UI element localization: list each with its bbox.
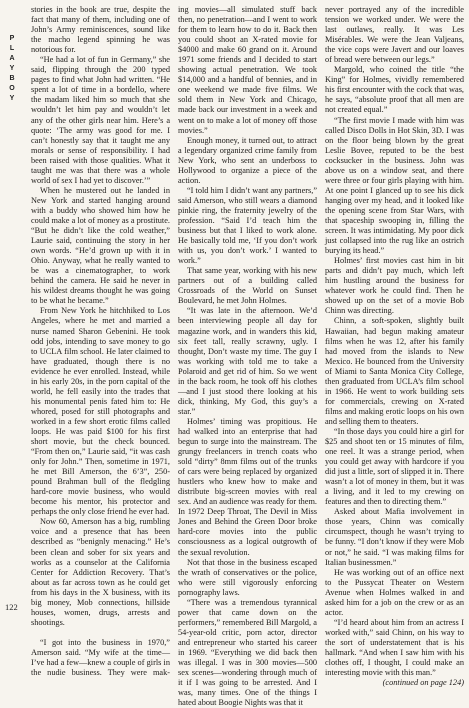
paragraph: Holmes’ first movies cast him in bit parts and didn’t pay much, which left him hustling around the business for whatever work he could find. Then he showed up on the set of a movie Bob Chinn was directing.: [325, 256, 464, 316]
masthead-letter: P: [9, 35, 15, 42]
masthead-letter: O: [9, 85, 15, 92]
paragraph: stories in the book are true, despite the fact that many of them, including one of John’s Army reminiscences, sound like the macho legend spinning he was notorious for.: [31, 5, 170, 55]
paragraph: “The first movie I made with him was called Disco Dolls in Hot Skin, 3D. I was on the floor being blown by the great Leslie Bovee, reputed to be the best cocksucker in the business. John was above us on a window seat, and there were three or four girls playing with him. At one point I glanced up to see his dick hanging over my head, and it looked like the opening scene from Star Wars, with that spaceship swooping in, filling the screen. It was intimidating. My poor dick just collapsed into the rug like an ostrich burying its head.”: [325, 115, 464, 256]
paragraph: Chinn, a soft-spoken, slightly built Hawaiian, had begun making amateur films when he was 12, after his family had moved from the islands to New Mexico. He bounced from the University of Miami to Santa Monica City College, then graduated from UCLA’s film school in 1966. He went to work building sets for commercials, crewing on X-rated films and making erotic loops on his own and selling them to theaters.: [325, 316, 464, 426]
paragraph: never portrayed any of the incredible tension we worked under. We were the last outlaws, really. It was Les Misérables. We were the Jean Valjeans, the vice cops were Javert and our loaves of bread were between our legs.”: [325, 5, 464, 65]
paragraph: “I told him I didn’t want any partners,” said Amerson, who still wears a diamond pinkie ring, the fraternity jewelry of the profession. “Said I’d teach him the business but that I liked to work alone. He basically told me, ‘If you don’t work with us, you don’t work.’ I wanted to work.”: [178, 185, 317, 266]
masthead-letter: Y: [9, 95, 15, 102]
masthead-letter: Y: [9, 65, 15, 72]
paragraph: Not that those in the business escaped the wrath of conservatives or the police, who were still vigorously enforcing pornography laws.: [178, 557, 317, 597]
article-body: [31, 5, 464, 708]
continued-note: (continued on page 124): [382, 678, 464, 688]
column-3: [325, 5, 464, 688]
paragraph: Asked about Mafia involvement in those years, Chinn was comically circumspect, though he wasn’t trying to be funny. “I don’t know if they were Mob or not,” he said. “I was making films for Italian businessmen.”: [325, 507, 464, 567]
paragraph: Enough money, it turned out, to attract a legendary organized crime family from New York, who sent an underboss to Hollywood to organize a piece of the action.: [178, 135, 317, 185]
paragraph: Holmes’ timing was propitious. He had walked into an enterprise that had begun to surge into the mainstream. The grungy freelancers in trench coats who sold “dirty” 8mm films out of the trunks of cars were being replaced by organized hustlers who knew how to make and distribute big-screen movies with real sex. And an audience was ready for them. In 1972 Deep Throat, The Devil in Miss Jones and Behind the Green Door broke hard-core movies into the public consciousness as a logical outgrowth of the sexual revolution.: [178, 416, 317, 557]
paragraph: “I’d heard about him from an actress I worked with,” said Chinn, on his way to the sort of understatement that is his hallmark. “And when I saw him with his clothes off, I thought, I could make an interesting movie with this man.”: [325, 617, 464, 678]
column-1: [31, 5, 170, 678]
masthead-letter: L: [9, 45, 15, 52]
masthead: [5, 34, 19, 104]
paragraph: “I got into the business in 1970,” Amerson said. “My wife at the time—I’ve had a few—knew a couple of girls in the nudie business. They were mak-: [31, 637, 170, 678]
paragraph: “In those days you could hire a girl for $25 and shoot ten or 15 minutes of film, one reel. It was a strange period, when you could get away with hardcore if you did just a little, sort of slipped it in. There wasn’t a lot of money in them, but it was a living, and it led to my crewing on features and then to directing them.”: [325, 426, 464, 507]
paragraph: Now 60, Amerson has a big, rumbling voice and a presence that has been described as “benignly menacing.” He’s been clean and sober for six years and works as a counselor at the California Center for Addiction Recovery. That’s about as far across town as he could get from his days in the X business, with its big money, Mob connections, hillside houses, women, drugs, arrests and shootings.: [31, 517, 170, 627]
paragraph: “It was late in the afternoon. We’d been interviewing people all day for magazine work, and in wanders this kid, six feet tall, really scrawny, ugly. I thought, Don’t waste my time. The guy I was working with told me to take a Polaroid and get rid of him. So we went in the back room, he took off his clothes—and I just stood there looking at his dick, thinking, My God, this guy’s a star.”: [178, 306, 317, 416]
paragraph: “There was a tremendous tyrannical power that came down on the performers,” remembered Bill Margold, a 54-year-old critic, porn actor, director and entrepreneur who started his career in 1969. “Everything we did back then was illegal. I was in 300 movies—500 sex scenes—wondering through much of it if I was going to be arrested. And I was, many times. One of the things I hated about Boogie Nights was that it: [178, 597, 317, 708]
paragraph: That same year, working with his new partners out of a building called Crossroads of the World on Sunset Boulevard, he met John Holmes.: [178, 266, 317, 306]
paragraph: He was working out of an office next to the Pussycat Theater on Western Avenue when Holmes walked in and asked him for a job on the crew or as an actor.: [325, 567, 464, 617]
paragraph: “He had a lot of fun in Germany,” she said, flipping through the 200 typed pages to find what John had written. “He spent a lot of time in a bordello, where the madam liked him so much that she wouldn’t let him pay and wouldn’t let any of the other girls near him. Here’s a quote: ‘The army was good for me. I can’t honestly say that it taught me any morals or sense of responsibility. I had been raised with those qualities. What it taught me was that there was a whole world of sex I had yet to discover.’”: [31, 55, 170, 185]
column-2: [178, 5, 317, 708]
masthead-letter: A: [9, 55, 15, 62]
paragraph: When he mustered out he landed in New York and started hanging around with a buddy who showed him how he could make a lot of money as a prostitute. “But he didn’t like the cold weather,” Laurie said, continuing the story in her own words. “He’d grown up with it in Ohio. Anyway, what he really wanted to be was a cinematographer, to work behind the camera. He said he never in his wildest dreams thought he was going to be what he became.”: [31, 185, 170, 306]
masthead-letter: B: [9, 75, 15, 82]
page-number: 122: [5, 602, 18, 612]
paragraph: ing movies—all simulated stuff back then, no penetration—and I went to work for them to learn how to do it. Back then you could shoot an X-rated movie for $4000 and make 60 grand on it. Around 1971 some friends and I decided to start showing actual penetration. We took $14,000 and a handful of bennies, and in one weekend we made five films. We sold them in New York and Chicago, made back our investment in a week and went on to make a lot of money off those movies.”: [178, 5, 317, 135]
paragraph: Margold, who coined the title “the King” for Holmes, vividly remembered his first encounter with the cock that was, he says, “absolute proof that all men are not created equal.”: [325, 65, 464, 115]
paragraph: From New York he hitchhiked to Los Angeles, where he met and married a nurse named Sharon Gebenini. He took odd jobs, intending to save money to go to UCLA film school. He later claimed to have graduated, though there is no evidence he ever enrolled. Instead, while in his early 20s, in the porn capital of the world, he fell easily into the trades that his monumental penis fated him to: He whored, posed for still photographs and worked in a few short erotic films called loops. He was paid $100 for his first short movie, but the check bounced. “From then on,” Laurie said, “it was cash only for John.” Then, sometime in 1971, he met Bill Amerson, the 6’3”, 250-pound Brahman bull of the fledgling hard-core movie business, who would become his mentor, his protector and perhaps the only close friend he ever had.: [31, 306, 170, 517]
